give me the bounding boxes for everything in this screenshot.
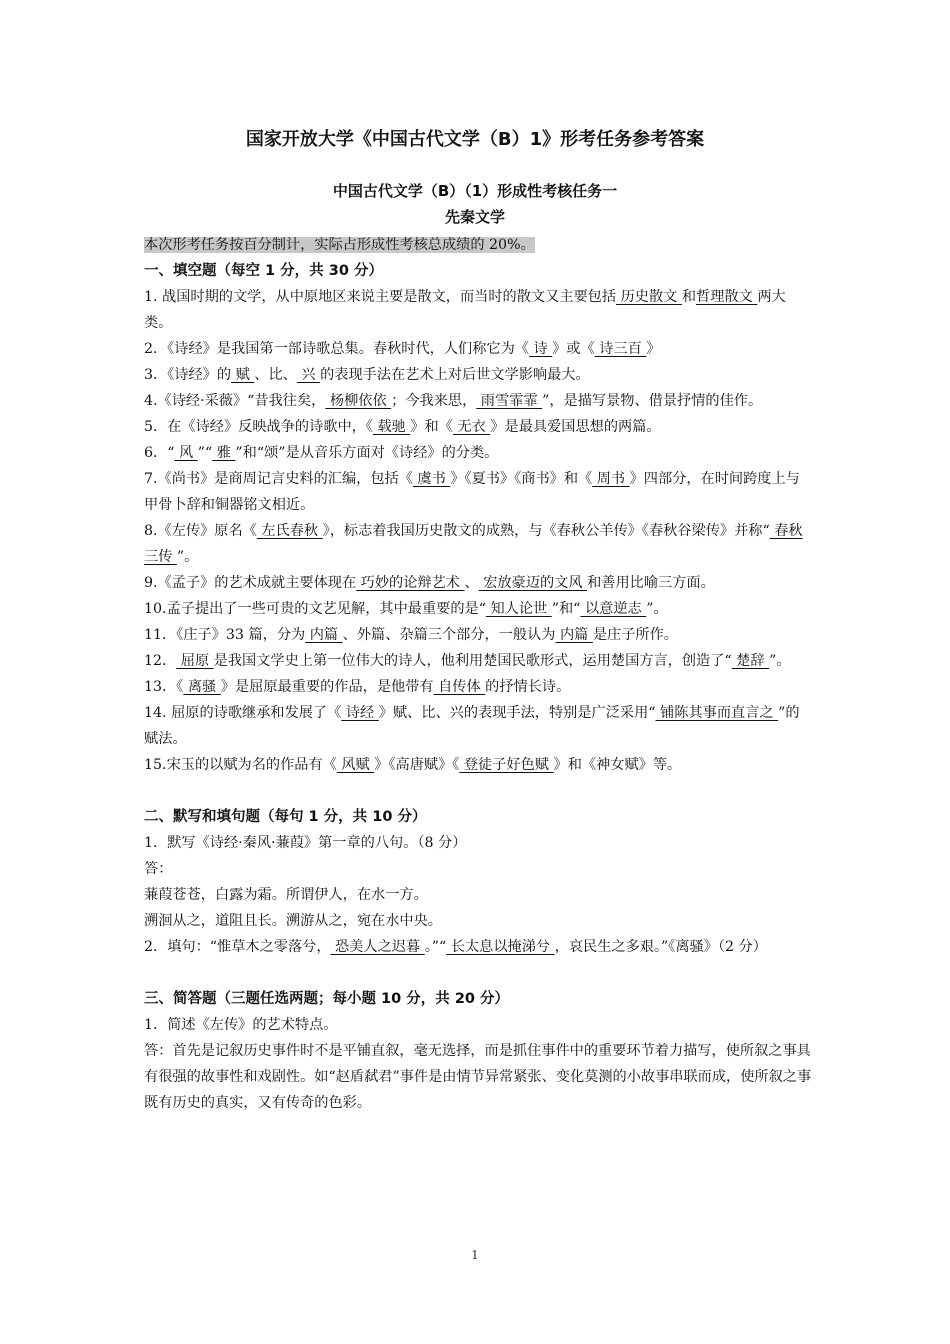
answer-blank: 屈原 xyxy=(176,653,214,669)
spacer xyxy=(144,778,812,804)
dictation-question-2: 2．填句：“惟草木之零落兮， 恐美人之迟暮 。”“ 长太息以掩涕兮 ，哀民生之多艰。”《离骚》（2 分） xyxy=(144,939,767,955)
section-subtitle: 先秦文学 xyxy=(444,208,505,226)
answer-blank: 离骚 xyxy=(183,679,221,695)
answer-blank: 楚辞 xyxy=(731,653,770,669)
answer-blank: 载驰 xyxy=(372,419,411,435)
page-number: 1 xyxy=(471,1248,479,1262)
answer-blank: 铺陈其事而直言之 xyxy=(655,705,779,721)
section-heading-fill-in: 一、填空题（每空 1 分，共 30 分） xyxy=(144,263,383,279)
answer-blank: 以意逆志 xyxy=(580,601,647,617)
question-4: 4.《诗经·采薇》“昔我往矣， 杨柳依依 ；今我来思， 雨雪霏霏 ”，是描写景物、借景抒情的佳作。 xyxy=(144,393,763,409)
question-8: 8.《左传》原名《 左氏春秋 》，标志着我国历史散文的成熟，与《春秋公羊传》《春秋谷梁传》并称“ 春秋三传 ”。 xyxy=(144,523,803,565)
answer-blank: 左氏春秋 xyxy=(256,523,323,539)
document-title: 国家开放大学《中国古代文学（B）1》形考任务参考答案 xyxy=(245,129,705,150)
spacer xyxy=(144,960,812,986)
answer-blank: 长太息以掩涕兮 xyxy=(446,939,555,955)
answer-blank: 知人论世 xyxy=(485,601,552,617)
section-heading-dictation: 二、默写和填句题（每句 1 分，共 10 分） xyxy=(144,809,427,825)
question-6: 6．“ 风 ”“ 雅 ”和“颂”是从音乐方面对《诗经》的分类。 xyxy=(144,445,499,461)
short-answer-question-1: 1．简述《左传》的艺术特点。 xyxy=(144,1017,338,1033)
answer-blank: 诗经 xyxy=(341,705,379,721)
answer-blank: 雨雪霏霏 xyxy=(476,393,543,409)
answer-blank: 内篇 xyxy=(555,627,593,643)
question-15: 15.宋玉的以赋为名的作品有《 风赋 》《高唐赋》《 登徒子好色赋 》和《神女赋》等。 xyxy=(144,757,682,773)
answer-blank: 赋 xyxy=(231,367,255,383)
answer-blank: 雅 xyxy=(212,445,236,461)
highlighted-note: 本次形考任务按百分制计，实际占形成性考核总成绩的 20%。 xyxy=(144,237,535,253)
question-12: 12． 屈原 是我国文学史上第一位伟大的诗人，他利用楚国民歌形式，运用楚国方言，创造了“ 楚辞 ”。 xyxy=(144,653,791,669)
answer-blank: 春秋三传 xyxy=(144,523,803,565)
answer-blank: 虞书 xyxy=(412,471,451,487)
answer-blank: 恐美人之迟暮 xyxy=(330,939,425,955)
answer-blank: 诗 xyxy=(529,341,553,357)
short-answer-answer-1: 答：首先是记叙历史事件时不是平铺直叙，毫无选择，而是抓住事件中的重要环节着力描写，使所叙之事具有很强的故事性和戏剧性。如“赵盾弑君”事件是由情节异常紧张、变化莫测的小故事串联而成，使所叙之事既有历史的真实，又有传奇的色彩。 xyxy=(144,1043,812,1111)
answer-blank: 诗三百 xyxy=(594,341,647,357)
question-10: 10.孟子提出了一些可贵的文艺见解，其中最重要的是“ 知人论世 ”和“ 以意逆志 ”。 xyxy=(144,601,668,617)
question-11: 11．《庄子》33 篇，分为 内篇 、外篇、杂篇三个部分，一般认为 内篇 是庄子所作。 xyxy=(144,627,678,643)
poem-line-2: 溯洄从之，道阻且长。溯游从之，宛在水中央。 xyxy=(144,913,442,929)
question-14: 14. 屈原的诗歌继承和发展了《 诗经 》赋、比、兴的表现手法，特别是广泛采用“ 铺陈其事而直言之 ”的赋法。 xyxy=(144,705,800,747)
answer-blank: 哲理散文 xyxy=(696,289,758,305)
question-7: 7.《尚书》是商周记言史料的汇编，包括《 虞书 》《夏书》《商书》和《 周书 》四部分，在时间跨度上与甲骨卜辞和铜器铭文相近。 xyxy=(144,471,800,513)
poem-line-1: 蒹葭苍苍，白露为霜。所谓伊人，在水一方。 xyxy=(144,887,428,903)
question-13: 13．《 离骚 》是屈原最重要的作品，是他带有 自传体 的抒情长诗。 xyxy=(144,679,571,695)
answer-blank: 自传体 xyxy=(433,679,486,695)
answer-blank: 兴 xyxy=(296,367,321,383)
answer-blank: 登徒子好色赋 xyxy=(459,757,554,773)
answer-blank: 内篇 xyxy=(305,627,343,643)
answer-blank: 杨柳依依 xyxy=(325,393,392,409)
answer-blank: 周书 xyxy=(592,471,630,487)
answer-blank: 风 xyxy=(174,445,198,461)
question-9: 9.《孟子》的艺术成就主要体现在 巧妙的论辩艺术 、 宏放豪迈的文风 和善用比喻三方面。 xyxy=(144,575,715,591)
question-1: 1. 战国时期的文学，从中原地区来说主要是散文，而当时的散文又主要包括 历史散文 和哲理散文 两大类。 xyxy=(144,289,786,331)
question-5: 5．在《诗经》反映战争的诗歌中，《 载驰 》和《 无衣 》是最具爱国思想的两篇。 xyxy=(144,419,661,435)
document-body xyxy=(144,232,812,1116)
dictation-question-1: 1．默写《诗经·秦风·蒹葭》第一章的八句。（8 分） xyxy=(144,835,467,851)
section-heading-short-answer: 三、简答题（三题任选两题；每小题 10 分，共 20 分） xyxy=(144,991,510,1007)
answer-blank: 历史散文 xyxy=(616,289,682,305)
answer-blank: 风赋 xyxy=(336,757,375,773)
answer-blank: 无衣 xyxy=(452,419,491,435)
answer-blank: 宏放豪迈的文风 xyxy=(478,575,588,591)
question-2: 2．《诗经》是我国第一部诗歌总集。春秋时代，人们称它为《 诗 》或《 诗三百 》 xyxy=(144,341,661,357)
answer-label: 答： xyxy=(144,861,173,877)
question-3: 3．《诗经》的 赋 、比、 兴 的表现手法在艺术上对后世文学影响最大。 xyxy=(144,367,590,383)
answer-blank: 巧妙的论辩艺术 xyxy=(356,575,465,591)
task-subtitle: 中国古代文学（B）（1）形成性考核任务一 xyxy=(332,182,618,200)
